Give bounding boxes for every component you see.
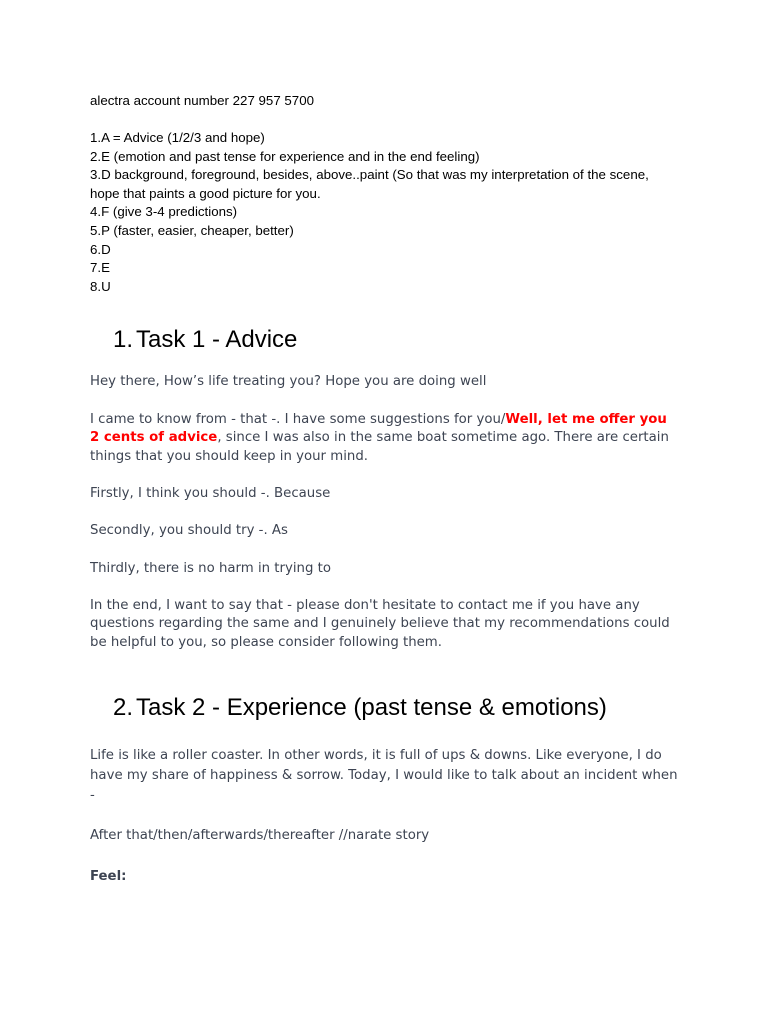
outline-item: 2.E (emotion and past tense for experience and in the end feeling) (90, 148, 480, 164)
task1-greeting: Hey there, How’s life treating you? Hope you are doing well (90, 374, 487, 389)
task1-firstly: Firstly, I think you should -. Because (90, 486, 331, 501)
task2-title: Task 2 - Experience (past tense & emotions) (136, 694, 607, 721)
outline-item: 4.F (give 3-4 predictions) (90, 204, 238, 220)
task1-ending: In the end, I want to say that - please don't hesitate to contact me if you have any questions regarding the same and I genuinely believe that my recommendations could be helpful to you, so please consider following them. (90, 598, 670, 650)
outline-item: 3.D background, foreground, besides, above..paint (So that was my interpretation of the scene, (90, 167, 649, 183)
task1-intro-before: I came to know from - that -. I have some suggestions for you/ (90, 412, 506, 427)
outline-list (90, 129, 690, 296)
outline-item: 6.D (90, 241, 111, 257)
task1-number: 1. (113, 326, 134, 353)
task1-title: Task 1 - Advice (136, 326, 298, 353)
task2-feel-label: Feel: (90, 869, 127, 884)
outline-item: hope that paints a good picture for you. (90, 185, 321, 201)
task1-intro-highlight: Well, let me offer you 2 cents of advice (90, 412, 667, 446)
task1-heading (113, 325, 297, 355)
task1-secondly: Secondly, you should try -. As (90, 523, 288, 538)
outline-item: 1.A = Advice (1/2/3 and hope) (90, 130, 265, 145)
task2-heading (113, 693, 607, 723)
task1-intro-after: , since I was also in the same boat sometime ago. There are certain things that you should keep in your mind. (90, 430, 669, 464)
task2-intro: Life is like a roller coaster. In other words, it is full of ups & downs. Like everyone, I do have my share of happiness & sorrow. Today, I would like to talk about an incident when - (90, 748, 678, 803)
task1-intro-paragraph (90, 411, 680, 466)
outline-item: 8.U (90, 278, 111, 294)
outline-item: 5.P (faster, easier, cheaper, better) (90, 222, 294, 238)
task2-after: After that/then/afterwards/thereafter //narate story (90, 828, 430, 843)
outline-item: 7.E (90, 260, 110, 276)
task2-number: 2. (113, 694, 134, 721)
task1-thirdly: Thirdly, there is no harm in trying to (90, 561, 331, 576)
account-line: alectra account number 227 957 5700 (90, 93, 314, 108)
